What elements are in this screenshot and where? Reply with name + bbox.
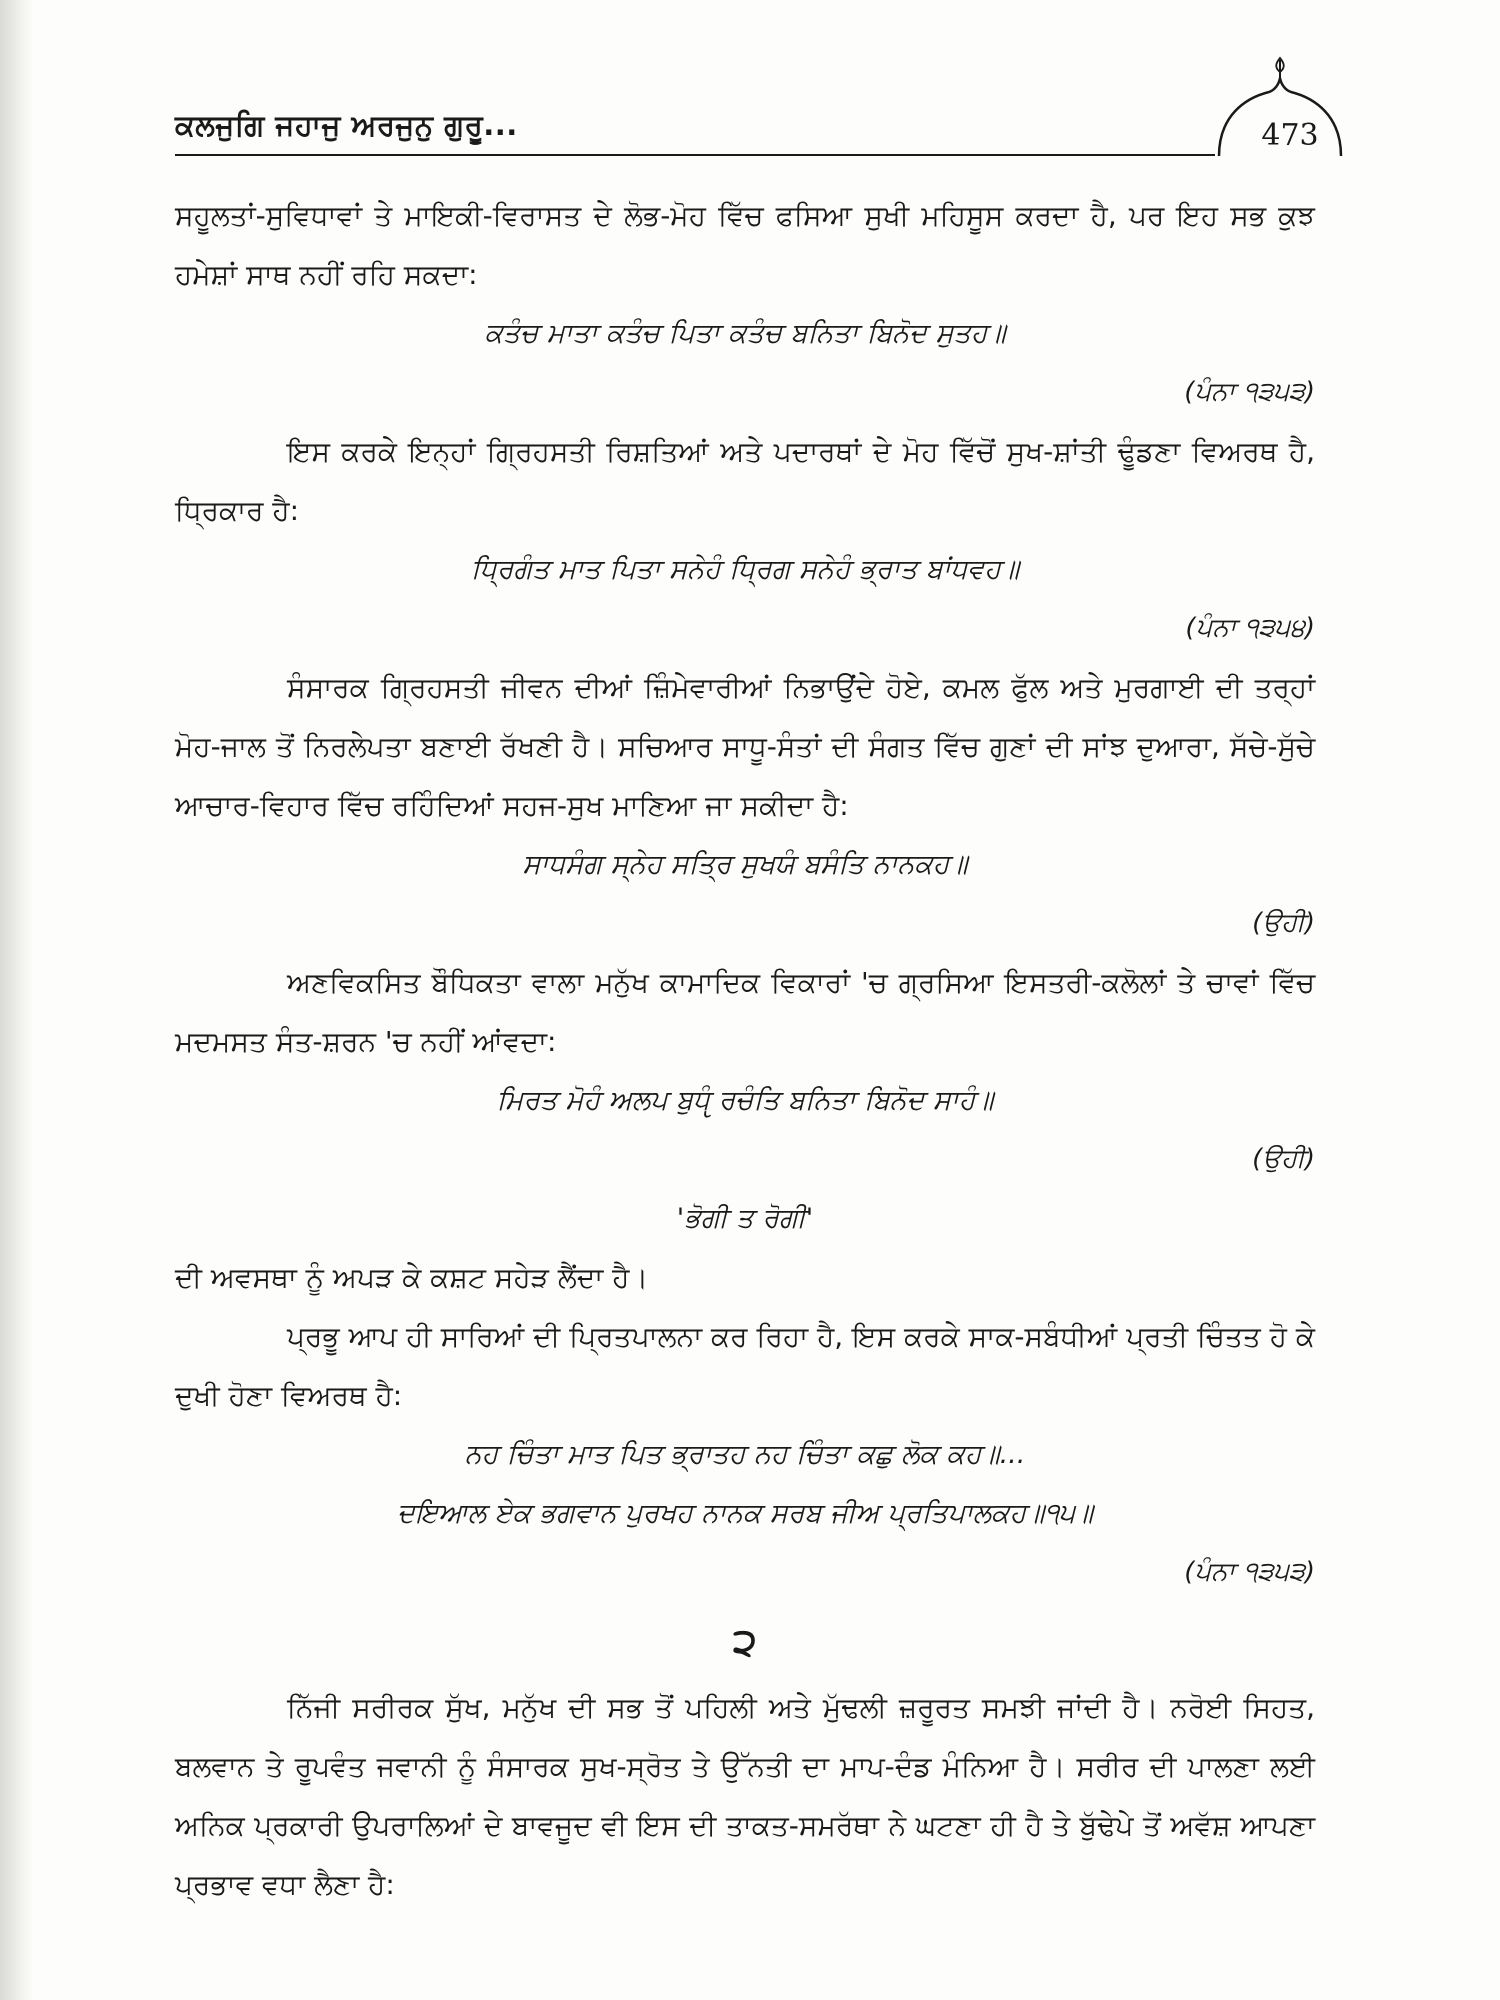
scripture-quote-5a: ਨਹ ਚਿੰਤਾ ਮਾਤ ਪਿਤ ਭ੍ਰਾਤਹ ਨਹ ਚਿੰਤਾ ਕਛੁ ਲੋਕ ਕਹ॥... — [464, 1439, 1026, 1470]
page-reference-3: (ਉਹੀ) — [1252, 908, 1315, 938]
paragraph-7: ਨਿੱਜੀ ਸਰੀਰਕ ਸੁੱਖ, ਮਨੁੱਖ ਦੀ ਸਭ ਤੋਂ ਪਹਿਲੀ ਅਤੇ ਮੁੱਢਲੀ ਜ਼ਰੂਰਤ ਸਮਝੀ ਜਾਂਦੀ ਹੈ। ਨਰੋਈ ਸਿਹਤ, ਬਲਵਾਨ ਤੇ ਰੂਪਵੰਤ ਜਵਾਨੀ ਨੂੰ ਸੰਸਾਰਕ ਸੁਖ-ਸ੍ਰੋਤ ਤੇ ਉੱਨਤੀ ਦਾ ਮਾਪ-ਦੰਡ ਮੰਨਿਆ ਹੈ। ਸਰੀਰ ਦੀ ਪਾਲਣਾ ਲਈ ਅਨਿਕ ਪ੍ਰਕਾਰੀ ਉਪਰਾਲਿਆਂ ਦੇ ਬਾਵਜੂਦ ਵੀ ਇਸ ਦੀ ਤਾਕਤ-ਸਮਰੱਥਾ ਨੇ ਘਟਣਾ ਹੀ ਹੈ ਤੇ ਬੁੱਢੇਪੇ ਤੋਂ ਅਵੱਸ਼ ਆਪਣਾ ਪ੍ਰਭਾਵ ਵਧਾ ਲੈਣਾ ਹੈ: — [175, 1691, 1315, 1901]
paragraph-5: ਦੀ ਅਵਸਥਾ ਨੂੰ ਅਪੜ ਕੇ ਕਸ਼ਟ ਸਹੇੜ ਲੈਂਦਾ ਹੈ। — [175, 1261, 649, 1294]
paragraph-1: ਸਹੂਲਤਾਂ-ਸੁਵਿਧਾਵਾਂ ਤੇ ਮਾਇਕੀ-ਵਿਰਾਸਤ ਦੇ ਲੋਭ-ਮੋਹ ਵਿੱਚ ਫਸਿਆ ਸੁਖੀ ਮਹਿਸੂਸ ਕਰਦਾ ਹੈ, ਪਰ ਇਹ ਸਭ ਕੁਝ ਹਮੇਸ਼ਾਂ ਸਾਥ ਨਹੀਂ ਰਹਿ ਸਕਦਾ: — [175, 199, 1315, 291]
scripture-quote-4: ਮਿਰਤ ਮੋਹੰ ਅਲਪ ਬੁਧੵੰ ਰਚੰਤਿ ਬਨਿਤਾ ਬਿਨੋਦ ਸਾਹੰ॥ — [496, 1085, 994, 1116]
page-reference-1: (ਪੰਨਾ ੧੩੫੩) — [1184, 377, 1315, 407]
page-gutter-shadow — [0, 0, 34, 2000]
running-title: ਕਲਜੁਗਿ ਜਹਾਜੁ ਅਰਜੁਨੁ ਗੁਰੂ... — [175, 108, 518, 142]
scripture-quote-3: ਸਾਧਸੰਗ ਸ੍ਨੇਹ ਸਤ੍ਰਿ ਸੁਖਯੰ ਬਸੰਤਿ ਨਾਨਕਹ॥ — [522, 849, 968, 880]
page-reference-4: (ਉਹੀ) — [1252, 1144, 1315, 1174]
header-rule — [175, 154, 1215, 156]
page-body — [175, 186, 1315, 1914]
scripture-quote-1: ਕਤੰਚ ਮਾਤਾ ਕਤੰਚ ਪਿਤਾ ਕਤੰਚ ਬਨਿਤਾ ਬਿਨੋਦ ਸੁਤਹ॥ — [484, 318, 1006, 349]
paragraph-4: ਅਣਵਿਕਸਿਤ ਬੌਧਿਕਤਾ ਵਾਲਾ ਮਨੁੱਖ ਕਾਮਾਦਿਕ ਵਿਕਾਰਾਂ 'ਚ ਗ੍ਰਸਿਆ ਇਸਤਰੀ-ਕਲੋਲਾਂ ਤੇ ਚਾਵਾਂ ਵਿੱਚ ਮਦਮਸਤ ਸੰਤ-ਸ਼ਰਨ 'ਚ ਨਹੀਂ ਆਂਵਦਾ: — [175, 966, 1315, 1058]
paragraph-3: ਸੰਸਾਰਕ ਗ੍ਰਿਹਸਤੀ ਜੀਵਨ ਦੀਆਂ ਜ਼ਿੰਮੇਵਾਰੀਆਂ ਨਿਭਾਉਂਦੇ ਹੋਏ, ਕਮਲ ਫੁੱਲ ਅਤੇ ਮੁਰਗਾਈ ਦੀ ਤਰ੍ਹਾਂ ਮੋਹ-ਜਾਲ ਤੋਂ ਨਿਰਲੇਪਤਾ ਬਣਾਈ ਰੱਖਣੀ ਹੈ। ਸਚਿਆਰ ਸਾਧੂ-ਸੰਤਾਂ ਦੀ ਸੰਗਤ ਵਿੱਚ ਗੁਣਾਂ ਦੀ ਸਾਂਝ ਦੁਆਰਾ, ਸੱਚੇ-ਸੁੱਚੇ ਆਚਾਰ-ਵਿਹਾਰ ਵਿੱਚ ਰਹਿੰਦਿਆਂ ਸਹਜ-ਸੁਖ ਮਾਣਿਆ ਜਾ ਸਕੀਦਾ ਹੈ: — [175, 671, 1315, 822]
page-header — [175, 88, 1319, 158]
page-number: 473 — [1261, 118, 1319, 153]
inline-saying: 'ਭੋਗੀ ਤ ਰੋਗੀ' — [676, 1203, 814, 1234]
section-number: ੨ — [733, 1620, 757, 1664]
paragraph-6: ਪ੍ਰਭੂ ਆਪ ਹੀ ਸਾਰਿਆਂ ਦੀ ਪ੍ਰਿਤਪਾਲਨਾ ਕਰ ਰਿਹਾ ਹੈ, ਇਸ ਕਰਕੇ ਸਾਕ-ਸਬੰਧੀਆਂ ਪ੍ਰਤੀ ਚਿੰਤਤ ਹੋ ਕੇ ਦੁਖੀ ਹੋਣਾ ਵਿਅਰਥ ਹੈ: — [175, 1320, 1315, 1412]
paragraph-2: ਇਸ ਕਰਕੇ ਇਨ੍ਹਾਂ ਗ੍ਰਿਹਸਤੀ ਰਿਸ਼ਤਿਆਂ ਅਤੇ ਪਦਾਰਥਾਂ ਦੇ ਮੋਹ ਵਿੱਚੋਂ ਸੁਖ-ਸ਼ਾਂਤੀ ਢੂੰਡਣਾ ਵਿਅਰਥ ਹੈ, ਧ੍ਰਿਕਾਰ ਹੈ: — [175, 435, 1315, 527]
page-reference-2: (ਪੰਨਾ ੧੩੫੪) — [1185, 613, 1315, 643]
scripture-quote-5b: ਦਇਆਲ ਏਕ ਭਗਵਾਨ ਪੁਰਖਹ ਨਾਨਕ ਸਰਬ ਜੀਅ ਪ੍ਰਤਿਪਾਲਕਹ॥੧੫॥ — [396, 1498, 1093, 1529]
scripture-quote-2: ਧ੍ਰਿਗੰਤ ਮਾਤ ਪਿਤਾ ਸਨੇਹੰ ਧ੍ਰਿਗ ਸਨੇਹੰ ਭ੍ਰਾਤ ਬਾਂਧਵਹ॥ — [470, 554, 1020, 585]
page-reference-5: (ਪੰਨਾ ੧੩੫੩) — [1184, 1557, 1315, 1587]
